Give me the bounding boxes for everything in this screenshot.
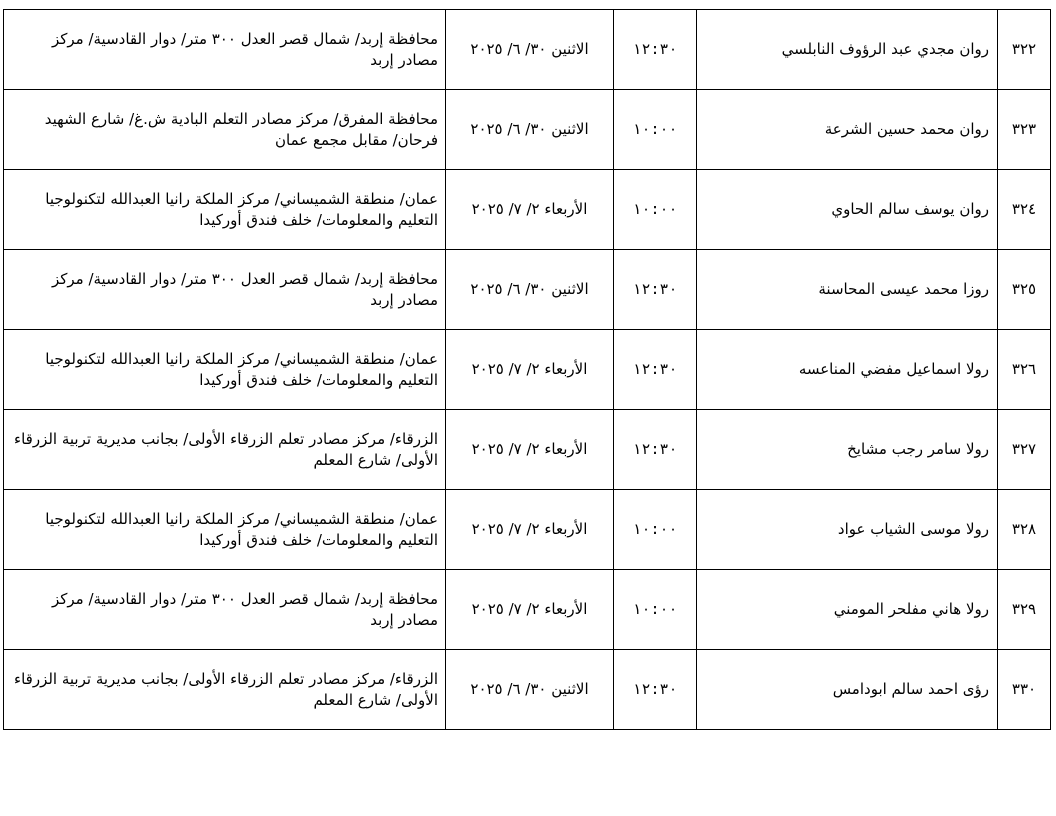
candidate-name: رولا موسى الشياب عواد	[697, 490, 998, 570]
exam-time: ١٠:٠٠	[614, 90, 697, 170]
candidate-name: روان يوسف سالم الحاوي	[697, 170, 998, 250]
exam-location: عمان/ منطقة الشميساني/ مركز الملكة رانيا العبدالله لتكنولوجيا التعليم والمعلومات/ خلف فندق أوركيدا	[4, 170, 446, 250]
exam-time: ١٠:٠٠	[614, 170, 697, 250]
exam-date: الأربعاء ٢/ ٧/ ٢٠٢٥	[446, 410, 614, 490]
exam-time: ١٢:٣٠	[614, 250, 697, 330]
candidate-name: روزا محمد عيسى المحاسنة	[697, 250, 998, 330]
table-row	[4, 570, 1051, 650]
exam-date: الاثنين ٣٠/ ٦/ ٢٠٢٥	[446, 650, 614, 730]
exam-date: الاثنين ٣٠/ ٦/ ٢٠٢٥	[446, 90, 614, 170]
schedule-table	[3, 9, 1051, 730]
exam-time: ١٠:٠٠	[614, 490, 697, 570]
exam-time: ١٢:٣٠	[614, 10, 697, 90]
exam-location: الزرقاء/ مركز مصادر تعلم الزرقاء الأولى/ بجانب مديرية تربية الزرقاء الأولى/ شارع المعلم	[4, 410, 446, 490]
exam-time: ١٢:٣٠	[614, 650, 697, 730]
exam-date: الأربعاء ٢/ ٧/ ٢٠٢٥	[446, 570, 614, 650]
table-row	[4, 410, 1051, 490]
table-row	[4, 170, 1051, 250]
table-row	[4, 650, 1051, 730]
candidate-name: رولا سامر رجب مشايخ	[697, 410, 998, 490]
row-number: ٣٢٦	[998, 330, 1051, 410]
exam-location: عمان/ منطقة الشميساني/ مركز الملكة رانيا العبدالله لتكنولوجيا التعليم والمعلومات/ خلف فندق أوركيدا	[4, 330, 446, 410]
row-number: ٣٢٨	[998, 490, 1051, 570]
exam-date: الاثنين ٣٠/ ٦/ ٢٠٢٥	[446, 250, 614, 330]
candidate-name: روان مجدي عبد الرؤوف النابلسي	[697, 10, 998, 90]
candidate-name: رولا هاني مفلحر المومني	[697, 570, 998, 650]
exam-date: الأربعاء ٢/ ٧/ ٢٠٢٥	[446, 490, 614, 570]
exam-date: الأربعاء ٢/ ٧/ ٢٠٢٥	[446, 330, 614, 410]
candidate-name: رولا اسماعيل مفضي المناعسه	[697, 330, 998, 410]
candidate-name: رؤى احمد سالم ابودامس	[697, 650, 998, 730]
exam-date: الأربعاء ٢/ ٧/ ٢٠٢٥	[446, 170, 614, 250]
exam-location: محافظة إربد/ شمال قصر العدل ٣٠٠ متر/ دوار القادسية/ مركز مصادر إربد	[4, 10, 446, 90]
exam-time: ١٢:٣٠	[614, 410, 697, 490]
exam-date: الاثنين ٣٠/ ٦/ ٢٠٢٥	[446, 10, 614, 90]
row-number: ٣٢٤	[998, 170, 1051, 250]
schedule-table-body	[4, 10, 1051, 730]
candidate-name: روان محمد حسين الشرعة	[697, 90, 998, 170]
table-row	[4, 10, 1051, 90]
row-number: ٣٢٩	[998, 570, 1051, 650]
exam-location: محافظة المفرق/ مركز مصادر التعلم البادية ش.غ/ شارع الشهيد فرحان/ مقابل مجمع عمان	[4, 90, 446, 170]
row-number: ٣٢٣	[998, 90, 1051, 170]
row-number: ٣٣٠	[998, 650, 1051, 730]
exam-location: عمان/ منطقة الشميساني/ مركز الملكة رانيا العبدالله لتكنولوجيا التعليم والمعلومات/ خلف فندق أوركيدا	[4, 490, 446, 570]
table-row	[4, 250, 1051, 330]
row-number: ٣٢٢	[998, 10, 1051, 90]
table-row	[4, 490, 1051, 570]
exam-location: محافظة إربد/ شمال قصر العدل ٣٠٠ متر/ دوار القادسية/ مركز مصادر إربد	[4, 570, 446, 650]
exam-time: ١٠:٠٠	[614, 570, 697, 650]
table-row	[4, 330, 1051, 410]
exam-location: الزرقاء/ مركز مصادر تعلم الزرقاء الأولى/ بجانب مديرية تربية الزرقاء الأولى/ شارع المعلم	[4, 650, 446, 730]
exam-time: ١٢:٣٠	[614, 330, 697, 410]
table-row	[4, 90, 1051, 170]
row-number: ٣٢٧	[998, 410, 1051, 490]
row-number: ٣٢٥	[998, 250, 1051, 330]
exam-location: محافظة إربد/ شمال قصر العدل ٣٠٠ متر/ دوار القادسية/ مركز مصادر إربد	[4, 250, 446, 330]
